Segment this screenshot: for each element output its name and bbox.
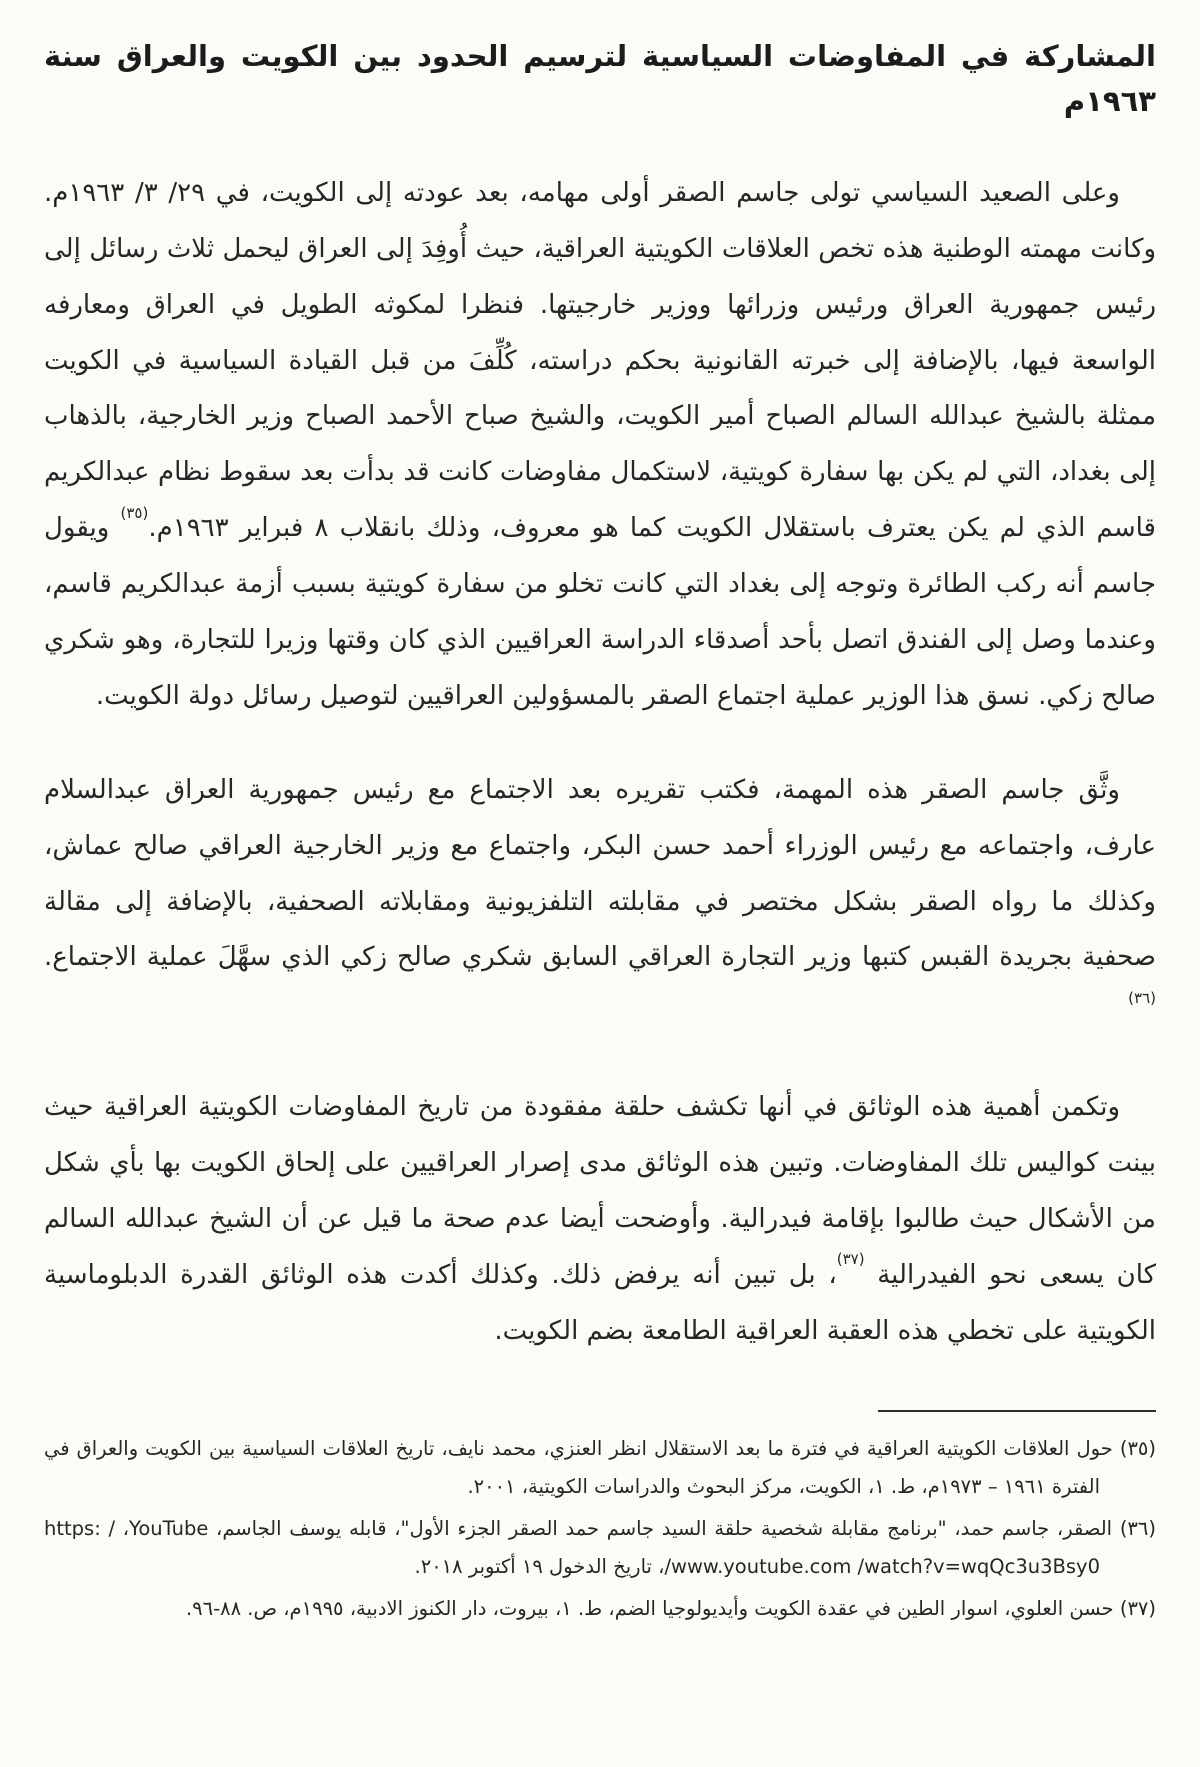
paragraph-1-text: وعلى الصعيد السياسي تولى جاسم الصقر أولى مهامه، بعد عودته إلى الكويت، في ٢٩/ ٣/ ١٩٦٣م. وكانت مهمته الوطنية هذه تخص العلاقات الكويتية العراقية، حيث أُوفِدَ إلى العراق ليحمل ثلاث رسائل إلى رئيس جمهورية العراق ورئيس وزرائها ووزير خارجيتها. فنظرا لمكوثه الطويل في العراق ومعارفه الواسعة فيها، بالإضافة إلى خبرته القانونية بحكم دراسته، كُلِّفَ من قبل القيادة السياسية في الكويت ممثلة بالشيخ عبدالله السالم الصباح أمير الكويت، والشيخ صباح الأحمد الصباح وزير الخارجية، بالذهاب إلى بغداد، التي لم يكن بها سفارة كويتية، لاستكمال مفاوضات كانت قد بدأت بعد سقوط نظام عبدالكريم قاسم الذي لم يكن يعترف باستقلال الكويت كما هو معروف، وذلك بانقلاب ٨ فبراير ١٩٦٣م. xyxy=(44,177,1156,544)
footnote-36-marker: (٣٦) xyxy=(1119,1516,1156,1540)
page-title: المشاركة في المفاوضات السياسية لترسيم الحدود بين الكويت والعراق سنة ١٩٦٣م xyxy=(44,39,1156,118)
paragraph-2 xyxy=(44,763,1156,1042)
footnotes-section xyxy=(44,1430,1156,1628)
paragraph-2-text: وثَّق جاسم الصقر هذه المهمة، فكتب تقريره بعد الاجتماع مع رئيس جمهورية العراق عبدالسلام عارف، واجتماعه مع رئيس الوزراء أحمد حسن البكر، واجتماع مع وزير الخارجية العراقي صالح عماش، وكذلك ما رواه الصقر بشكل مختصر في مقابلته التلفزيونية ومقابلاته الصحفية، بالإضافة إلى مقالة صحفية بجريدة القبس كتبها وزير التجارة العراقي السابق شكري صالح زكي الذي سهَّلَ عملية الاجتماع. xyxy=(44,774,1156,973)
paragraph-3-text-continued: ، بل تبين أنه يرفض ذلك. وكذلك أكدت هذه الوثائق القدرة الدبلوماسية الكويتية على تخطي هذه العقبة العراقية الطامعة بضم الكويت. xyxy=(44,1259,1156,1346)
paragraph-1 xyxy=(44,166,1156,725)
footnote-36-access-date: ، تاريخ الدخول ١٩ أكتوبر ٢٠١٨. xyxy=(414,1554,665,1578)
footnote-separator-rule xyxy=(878,1410,1156,1412)
paragraph-3 xyxy=(44,1080,1156,1359)
footnote-35-marker: (٣٥) xyxy=(1119,1436,1157,1460)
footnote-ref-36: (٣٦) xyxy=(1128,988,1156,1007)
footnote-35 xyxy=(44,1430,1156,1506)
footnote-36-text: الصقر، جاسم حمد، "برنامج مقابلة شخصية حلقة السيد جاسم حمد الصقر الجزء الأول"، قابله يوسف الجاسم، YouTube، xyxy=(122,1516,1113,1540)
footnote-35-text: حول العلاقات الكويتية العراقية في فترة ما بعد الاستقلال انظر العنزي، محمد نايف، تاريخ العلاقات السياسية بين الكويت والعراق في الفترة ١٩٦١ – ١٩٧٣م، ط. ١، الكويت، مركز البحوث والدراسات الكويتية، ٢٠٠١. xyxy=(44,1436,1113,1498)
paragraph-3-text: وتكمن أهمية هذه الوثائق في أنها تكشف حلقة مفقودة من تاريخ المفاوضات الكويتية العراقية حيث بينت كواليس تلك المفاوضات. وتبين هذه الوثائق مدى إصرار العراقيين على إلحاق الكويت بها بأي شكل من الأشكال حيث طالبوا بإقامة فيدرالية. وأوضحت أيضا عدم صحة ما قيل عن أن الشيخ عبدالله السالم كان يسعى نحو الفيدرالية xyxy=(44,1092,1157,1290)
footnote-ref-35: (٣٥) xyxy=(120,503,149,522)
footnote-36-youtube-url: https: / /www.youtube.com /watch?v=wqQc3u3Bsy0 xyxy=(44,1516,1100,1578)
footnote-ref-37: (٣٧) xyxy=(836,1250,865,1269)
footnote-37-marker: (٣٧) xyxy=(1119,1596,1156,1620)
footnote-36 xyxy=(44,1510,1156,1586)
footnote-37-text: حسن العلوي، اسوار الطين في عقدة الكويت وأيديولوجيا الضم، ط. ١، بيروت، دار الكنوز الادبية، ١٩٩٥م، ص. ٨٨-٩٦. xyxy=(185,1596,1114,1620)
paragraph-1-text-continued: ويقول جاسم أنه ركب الطائرة وتوجه إلى بغداد التي كانت تخلو من سفارة كويتية بسبب أزمة عبدالكريم قاسم، وعندما وصل إلى الفندق اتصل بأحد أصدقاء الدراسة العراقيين الذي كان وقتها وزيرا للتجارة، وهو شكري صالح زكي. نسق هذا الوزير عملية اجتماع الصقر بالمسؤولين العراقيين لتوصيل رسائل دولة الكويت. xyxy=(44,513,1156,711)
footnote-37 xyxy=(44,1590,1156,1628)
